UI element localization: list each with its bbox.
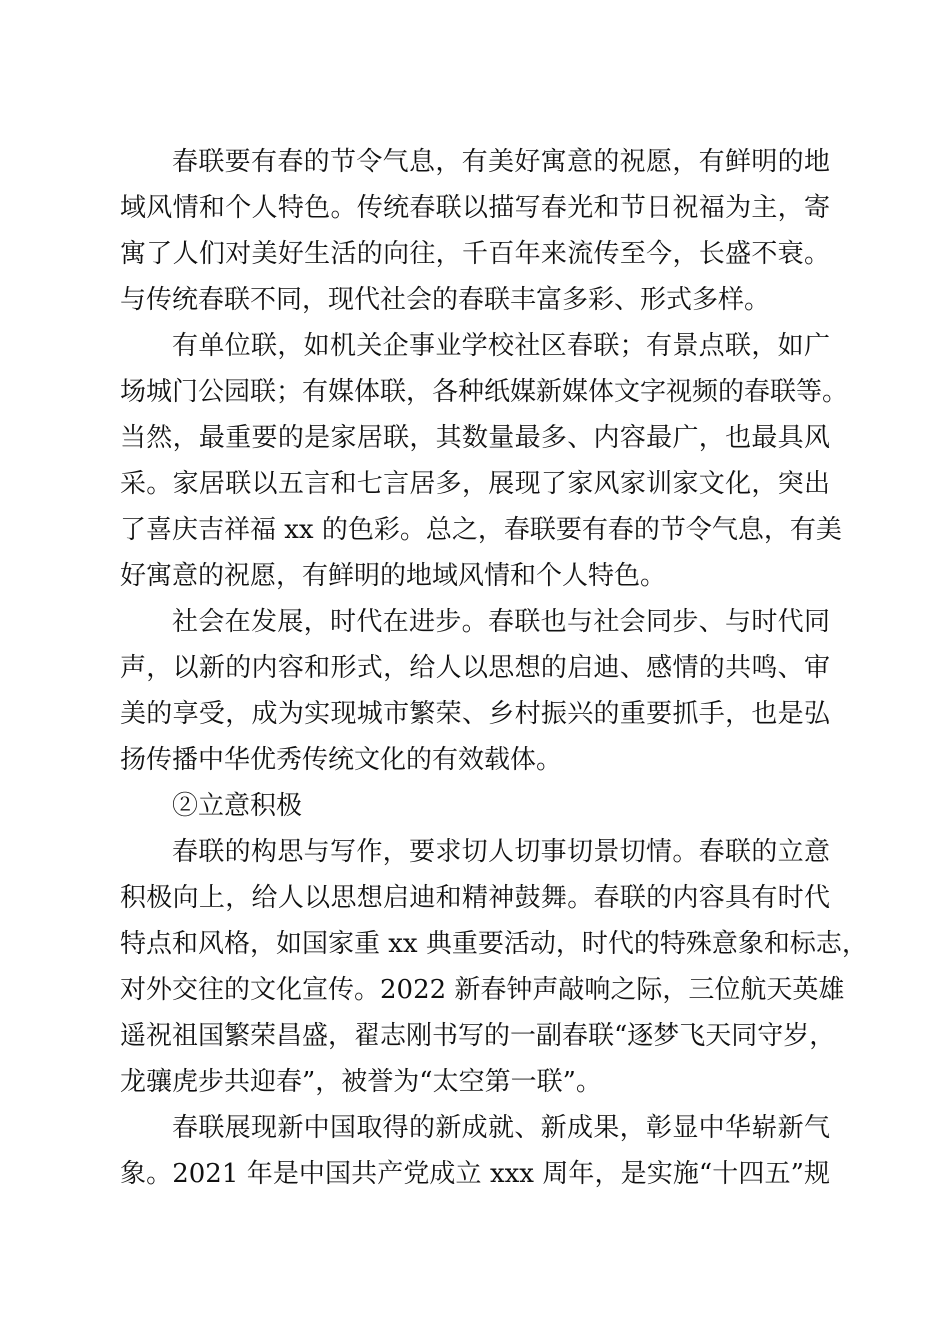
document-body bbox=[120, 139, 868, 1197]
text-line: 龙骧虎步共迎春”，被誉为“太空第一联”。 bbox=[120, 1067, 602, 1097]
text-line: 美的享受，成为实现城市繁荣、乡村振兴的重要抓手，也是弘 bbox=[120, 699, 830, 729]
text-line: 特点和风格，如国家重 xx 典重要活动，时代的特殊意象和标志， bbox=[120, 929, 868, 959]
text-line: 了喜庆吉祥福 xx 的色彩。总之，春联要有春的节令气息，有美 bbox=[120, 515, 842, 545]
text-line: 对外交往的文化宣传。2022 新春钟声敲响之际，三位航天英雄 bbox=[120, 975, 845, 1005]
section-heading bbox=[120, 783, 830, 829]
paragraph bbox=[120, 139, 830, 323]
paragraph bbox=[120, 829, 868, 1105]
text-line: 社会在发展，时代在进步。春联也与社会同步、与时代同 bbox=[172, 607, 830, 637]
text-line: 域风情和个人特色。传统春联以描写春光和节日祝福为主，寄 bbox=[120, 193, 830, 223]
heading-text: ②立意积极 bbox=[172, 791, 303, 821]
text-line: 声，以新的内容和形式，给人以思想的启迪、感情的共鸣、审 bbox=[120, 653, 830, 683]
text-line: 当然，最重要的是家居联，其数量最多、内容最广，也最具风 bbox=[120, 423, 830, 453]
text-line: 积极向上，给人以思想启迪和精神鼓舞。春联的内容具有时代 bbox=[120, 883, 830, 913]
text-line: 好寓意的祝愿，有鲜明的地域风情和个人特色。 bbox=[120, 561, 667, 591]
text-line: 采。家居联以五言和七言居多，展现了家风家训家文化，突出 bbox=[120, 469, 830, 499]
paragraph bbox=[120, 599, 830, 783]
paragraph bbox=[120, 1105, 830, 1197]
text-line: 场城门公园联；有媒体联，各种纸媒新媒体文字视频的春联等。 bbox=[120, 377, 849, 407]
text-line: 春联的构思与写作，要求切人切事切景切情。春联的立意 bbox=[172, 837, 830, 867]
paragraph bbox=[120, 323, 849, 599]
text-line: 春联展现新中国取得的新成就、新成果，彰显中华崭新气 bbox=[172, 1113, 830, 1143]
text-line: 象。2021 年是中国共产党成立 xxx 周年，是实施“十四五”规 bbox=[120, 1159, 830, 1189]
text-line: 与传统春联不同，现代社会的春联丰富多彩、形式多样。 bbox=[120, 285, 771, 315]
text-line: 扬传播中华优秀传统文化的有效载体。 bbox=[120, 745, 563, 775]
text-line: 寓了人们对美好生活的向往，千百年来流传至今，长盛不衰。 bbox=[120, 239, 830, 269]
text-line: 有单位联，如机关企事业学校社区春联；有景点联，如广 bbox=[172, 331, 830, 361]
text-line: 春联要有春的节令气息，有美好寓意的祝愿，有鲜明的地 bbox=[172, 147, 830, 177]
text-line: 遥祝祖国繁荣昌盛，翟志刚书写的一副春联“逐梦飞天同守岁， bbox=[120, 1021, 836, 1051]
